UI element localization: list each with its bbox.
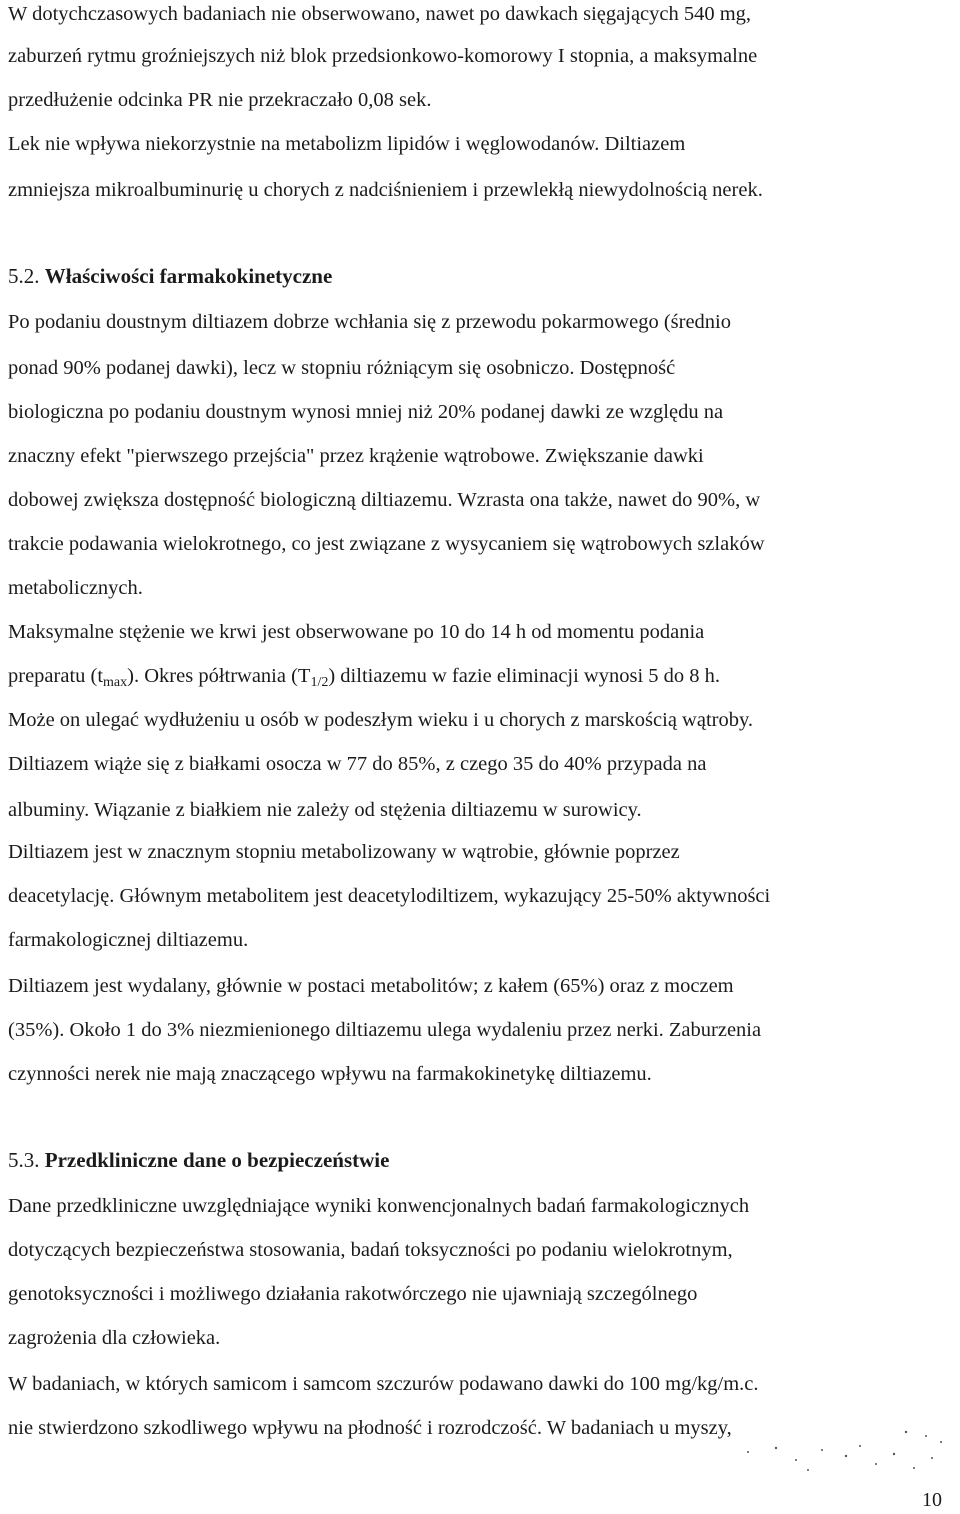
section-5-2-heading <box>8 262 332 290</box>
page-number: 10 <box>922 1489 942 1511</box>
intro-line-1: W dotychczasowych badaniach nie obserwowano, nawet po dawkach sięgających 540 mg, <box>8 3 752 25</box>
s52-after-line-7: Diltiazem jest wydalany, głównie w postaci metabolitów; z kałem (65%) oraz z moczem <box>8 975 734 997</box>
s53-line-4: zagrożenia dla człowieka. <box>8 1327 221 1349</box>
s53-line-6: nie stwierdzono szkodliwego wpływu na płodność i rozrodczość. W badaniach u myszy, <box>8 1417 732 1439</box>
s52-tmax-line <box>8 662 952 697</box>
s52-line-6: trakcie podawania wielokrotnego, co jest związane z wysycaniem się wątrobowych szlaków <box>8 533 765 555</box>
s52-after-line-3: albuminy. Wiązanie z białkiem nie zależy od stężenia diltiazemu w surowicy. <box>8 799 642 821</box>
intro-line-2: zaburzeń rytmu groźniejszych niż blok przedsionkowo-komorowy I stopnia, a maksymalne <box>8 45 758 67</box>
s52-line-4: znaczny efekt "pierwszego przejścia" przez krążenie wątrobowe. Zwiększanie dawki <box>8 445 704 467</box>
section-5-3-heading <box>8 1146 389 1174</box>
section-5-2-title: Właściwości farmakokinetyczne <box>44 264 333 288</box>
intro-line-4: Lek nie wpływa niekorzystnie na metabolizm lipidów i węglowodanów. Diltiazem <box>8 133 686 155</box>
tmax-subscript: max <box>103 675 128 690</box>
s52-line-5: dobowej zwiększa dostępność biologiczną diltiazemu. Wzrasta ona także, nawet do 90%, w <box>8 489 761 511</box>
s52-after-line-9: czynności nerek nie mają znaczącego wpływu na farmakokinetykę diltiazemu. <box>8 1063 652 1085</box>
scan-noise-specks <box>736 1428 951 1474</box>
s53-line-5: W badaniach, w których samicom i samcom szczurów podawano dawki do 100 mg/kg/m.c. <box>8 1373 759 1395</box>
intro-line-5: zmniejsza mikroalbuminurię u chorych z nadciśnieniem i przewlekłą niewydolnością nerek. <box>8 179 763 201</box>
s52-line-2: ponad 90% podanej dawki), lecz w stopniu różniącym się osobniczo. Dostępność <box>8 357 676 379</box>
intro-line-3: przedłużenie odcinka PR nie przekraczało 0,08 sek. <box>8 89 432 111</box>
tmax-text-after: ) diltiazemu w fazie eliminacji wynosi 5 do 8 h. <box>328 665 721 687</box>
section-5-3-number: 5.3. <box>8 1148 40 1172</box>
s52-after-line-2: Diltiazem wiąże się z białkami osocza w 77 do 85%, z czego 35 do 40% przypada na <box>8 753 707 775</box>
s53-line-2: dotyczących bezpieczeństwa stosowania, badań toksyczności po podaniu wielokrotnym, <box>8 1239 733 1261</box>
s52-after-line-1: Może on ulegać wydłużeniu u osób w podeszłym wieku i u chorych z marskością wątroby. <box>8 709 754 731</box>
s52-after-line-4: Diltiazem jest w znacznym stopniu metabolizowany w wątrobie, głównie poprzez <box>8 841 680 863</box>
s52-after-line-6: farmakologicznej diltiazemu. <box>8 929 249 951</box>
s52-after-line-8: (35%). Około 1 do 3% niezmienionego diltiazemu ulega wydaleniu przez nerki. Zaburzenia <box>8 1019 762 1041</box>
half-life-subscript: 1/2 <box>310 675 329 690</box>
tmax-text-middle: ). Okres półtrwania (T <box>127 665 311 687</box>
s52-line-8: Maksymalne stężenie we krwi jest obserwowane po 10 do 14 h od momentu podania <box>8 621 705 643</box>
s53-line-3: genotoksyczności i możliwego działania rakotwórczego nie ujawniają szczególnego <box>8 1283 698 1305</box>
s52-after-line-5: deacetylację. Głównym metabolitem jest deacetylodiltizem, wykazujący 25-50% aktywności <box>8 885 771 907</box>
s52-line-7: metabolicznych. <box>8 577 143 599</box>
section-5-3-title: Przedkliniczne dane o bezpieczeństwie <box>44 1148 390 1172</box>
s53-line-1: Dane przedkliniczne uwzględniające wyniki konwencjonalnych badań farmakologicznych <box>8 1195 750 1217</box>
s52-line-3: biologiczna po podaniu doustnym wynosi mniej niż 20% podanej dawki ze względu na <box>8 401 724 423</box>
s52-line-1: Po podaniu doustnym diltiazem dobrze wchłania się z przewodu pokarmowego (średnio <box>8 311 732 333</box>
tmax-text-before: preparatu (t <box>8 665 104 687</box>
section-5-2-number: 5.2. <box>8 264 40 288</box>
